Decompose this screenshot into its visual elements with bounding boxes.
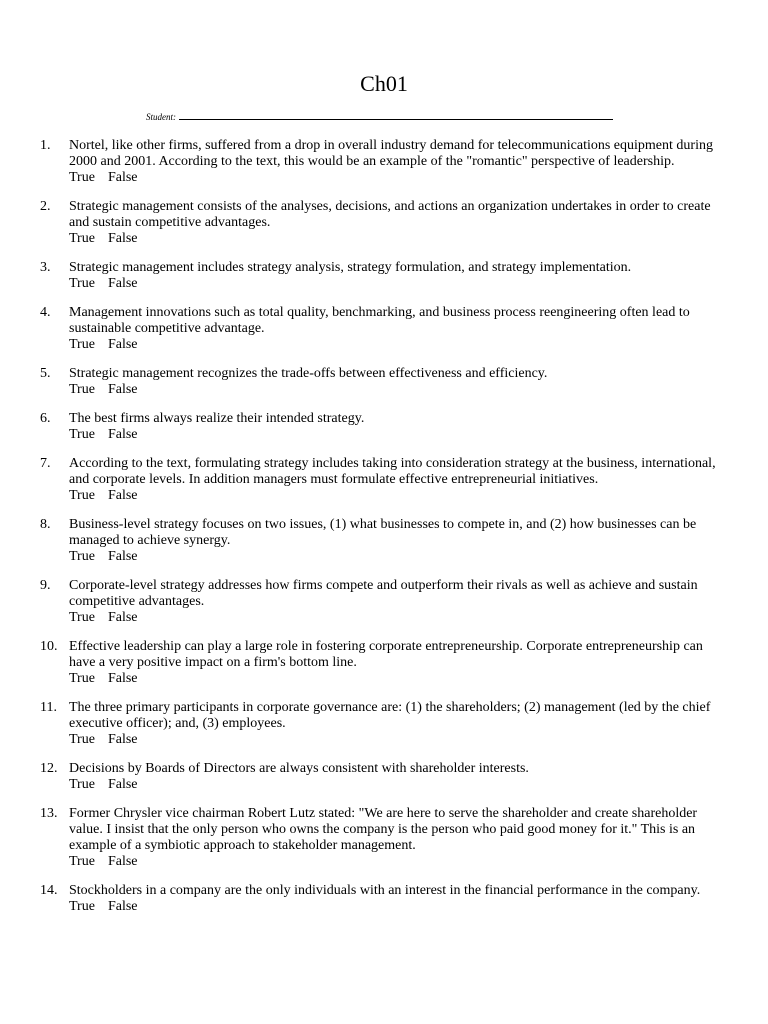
true-option: True <box>69 854 95 869</box>
true-option: True <box>69 488 95 503</box>
question-number: 2. <box>40 199 51 214</box>
true-false-options <box>69 671 730 687</box>
question-number: 12. <box>40 761 58 776</box>
true-option: True <box>69 276 95 291</box>
question-number: 5. <box>40 366 51 381</box>
false-option: False <box>107 337 138 352</box>
true-option: True <box>69 899 95 914</box>
true-false-options <box>69 610 730 626</box>
true-false-options <box>69 382 730 398</box>
false-option: False <box>107 899 138 914</box>
true-false-options <box>69 427 730 443</box>
question-item <box>40 517 730 565</box>
page-title: Ch01 <box>360 71 408 96</box>
question-number: 10. <box>40 639 58 654</box>
question-item <box>40 700 730 748</box>
true-false-options <box>69 777 730 793</box>
question-item <box>40 411 730 443</box>
true-option: True <box>69 671 95 686</box>
true-option: True <box>69 777 95 792</box>
question-item <box>40 199 730 247</box>
question-text: Strategic management includes strategy analysis, strategy formulation, and strategy implementation. <box>69 260 632 275</box>
question-item <box>40 806 730 870</box>
false-option: False <box>107 610 138 625</box>
true-option: True <box>69 337 95 352</box>
false-option: False <box>107 427 138 442</box>
question-number: 3. <box>40 260 51 275</box>
question-text: The best firms always realize their intended strategy. <box>69 411 365 426</box>
question-item <box>40 456 730 504</box>
question-number: 6. <box>40 411 51 426</box>
true-false-options <box>69 899 730 915</box>
question-text: The three primary participants in corporate governance are: (1) the shareholders; (2) management (led by the chief executive officer); and, (3) employees. <box>69 700 711 731</box>
question-item <box>40 639 730 687</box>
true-false-options <box>69 231 730 247</box>
false-option: False <box>107 777 138 792</box>
true-option: True <box>69 170 95 185</box>
question-number: 14. <box>40 883 58 898</box>
question-text: Management innovations such as total quality, benchmarking, and business process reengineering often lead to sustainable competitive advantage. <box>69 305 690 336</box>
question-number: 11. <box>40 700 57 715</box>
question-item <box>40 883 730 915</box>
student-label: Student: <box>146 112 176 122</box>
question-text: Former Chrysler vice chairman Robert Lutz stated: "We are here to serve the shareholder and create shareholder value. I insist that the only person who owns the company is the person who paid good money for it." This is an example of a symbiotic approach to stakeholder management. <box>69 806 698 853</box>
false-option: False <box>107 382 138 397</box>
question-item <box>40 366 730 398</box>
true-option: True <box>69 549 95 564</box>
false-option: False <box>107 549 138 564</box>
question-text: Business-level strategy focuses on two issues, (1) what businesses to compete in, and (2) how businesses can be managed to achieve synergy. <box>69 517 697 548</box>
false-option: False <box>107 732 138 747</box>
question-number: 7. <box>40 456 51 471</box>
question-item <box>40 761 730 793</box>
question-list <box>40 138 730 928</box>
student-name-line <box>146 111 613 123</box>
question-text: Corporate-level strategy addresses how firms compete and outperform their rivals as well as achieve and sustain competitive advantages. <box>69 578 698 609</box>
true-false-options <box>69 170 730 186</box>
question-text: According to the text, formulating strategy includes taking into consideration strategy at the business, international, and corporate levels. In addition managers must formulate effective entrepreneurial initiatives. <box>69 456 716 487</box>
question-number: 1. <box>40 138 51 153</box>
false-option: False <box>107 231 138 246</box>
false-option: False <box>107 170 138 185</box>
true-false-options <box>69 337 730 353</box>
question-item <box>40 578 730 626</box>
question-number: 4. <box>40 305 51 320</box>
true-false-options <box>69 549 730 565</box>
student-name-underline <box>179 111 613 120</box>
question-text: Strategic management consists of the analyses, decisions, and actions an organization undertakes in order to create and sustain competitive advantages. <box>69 199 711 230</box>
question-text: Strategic management recognizes the trade-offs between effectiveness and efficiency. <box>69 366 548 381</box>
question-number: 13. <box>40 806 58 821</box>
true-option: True <box>69 732 95 747</box>
question-text: Decisions by Boards of Directors are always consistent with shareholder interests. <box>69 761 529 776</box>
question-item <box>40 260 730 292</box>
question-text: Nortel, like other firms, suffered from a drop in overall industry demand for telecommunications equipment during 2000 and 2001. According to the text, this would be an example of the "romantic" perspective of leadership. <box>69 138 713 169</box>
true-false-options <box>69 732 730 748</box>
true-option: True <box>69 427 95 442</box>
true-false-options <box>69 276 730 292</box>
true-option: True <box>69 610 95 625</box>
true-false-options <box>69 854 730 870</box>
question-text: Stockholders in a company are the only individuals with an interest in the financial performance in the company. <box>69 883 701 898</box>
true-option: True <box>69 231 95 246</box>
question-number: 9. <box>40 578 51 593</box>
true-false-options <box>69 488 730 504</box>
false-option: False <box>107 488 138 503</box>
true-option: True <box>69 382 95 397</box>
question-text: Effective leadership can play a large role in fostering corporate entrepreneurship. Corporate entrepreneurship can have a very positive impact on a firm's bottom line. <box>69 639 703 670</box>
question-item <box>40 305 730 353</box>
question-number: 8. <box>40 517 51 532</box>
false-option: False <box>107 671 138 686</box>
false-option: False <box>107 854 138 869</box>
false-option: False <box>107 276 138 291</box>
question-item <box>40 138 730 186</box>
